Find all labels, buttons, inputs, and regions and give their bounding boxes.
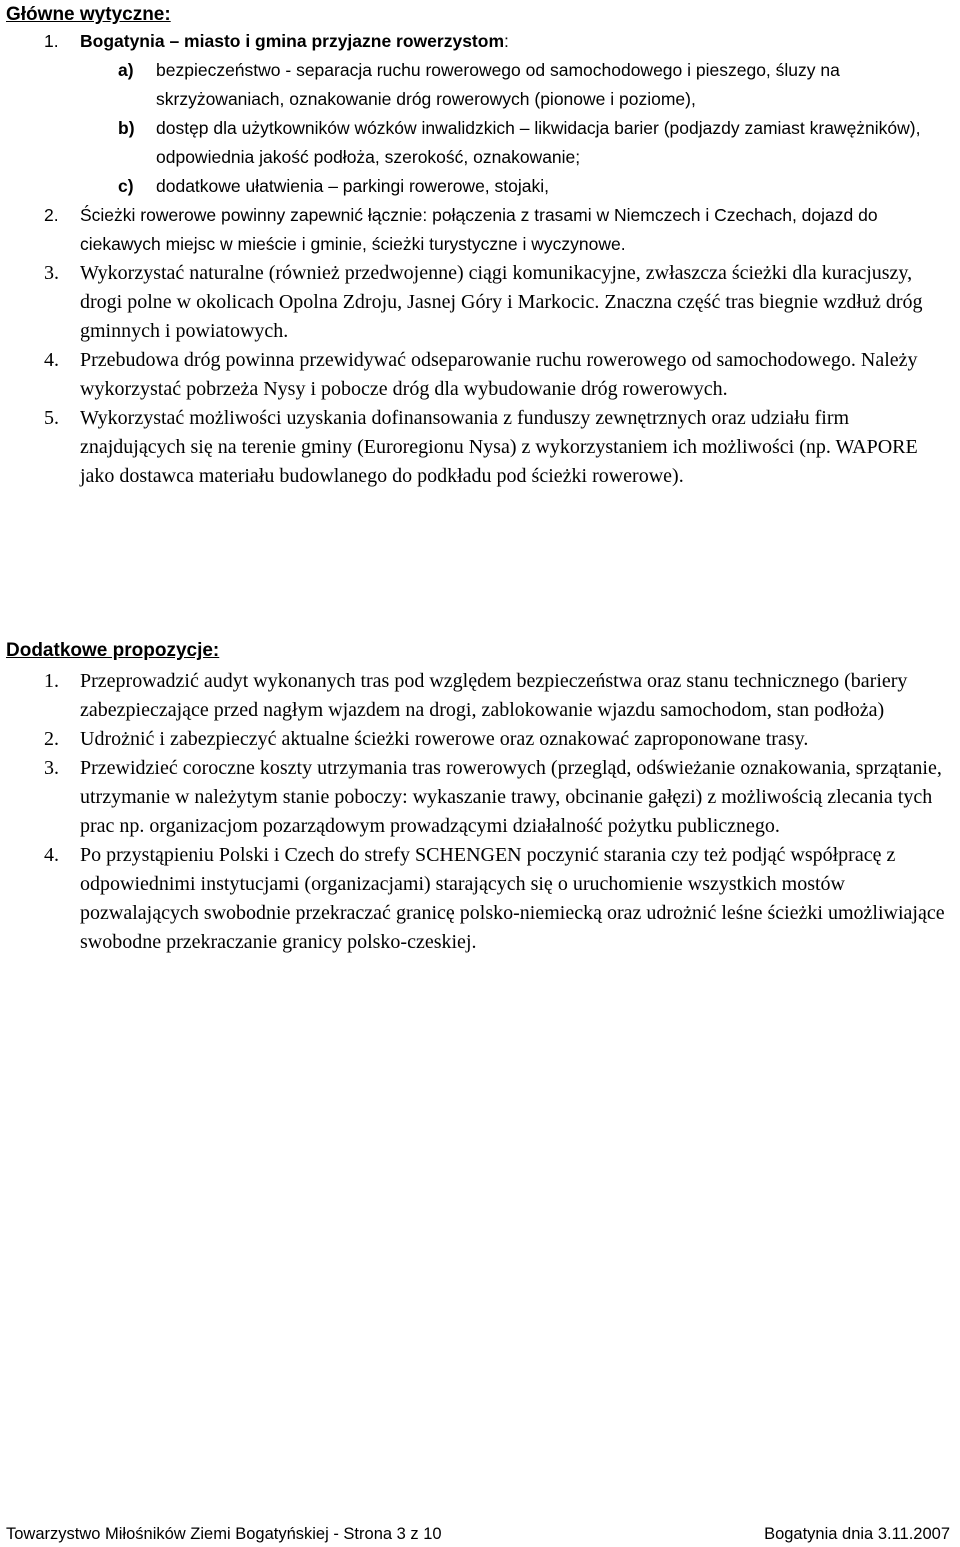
- item-number: 2.: [44, 728, 59, 750]
- section-title-main-guidelines: Główne wytyczne:: [6, 4, 171, 25]
- footer-right-text: Bogatynia dnia 3.11.2007: [764, 1525, 950, 1543]
- item-number: 2.: [44, 205, 59, 225]
- sublist: [0, 56, 954, 201]
- list-item: [0, 27, 960, 201]
- sublist-item: [0, 114, 954, 172]
- sub-text: bezpieczeństwo - separacja ruchu rowerowego od samochodowego i pieszego, śluzy na skrzyżowaniach, oznakowanie dróg rowerowych (pionowe i poziome),: [156, 60, 840, 109]
- footer-left-text: Towarzystwo Miłośników Ziemi Bogatyńskiej - Strona 3 z 10: [6, 1525, 442, 1543]
- item-number: 1.: [44, 670, 59, 692]
- item-number: 4.: [44, 844, 59, 866]
- additional-proposals-list: [0, 667, 960, 957]
- list-item: [0, 725, 960, 754]
- list-item: [0, 346, 960, 404]
- item-text: Ścieżki rowerowe powinny zapewnić łącznie: połączenia z trasami w Niemczech i Czechach, dojazd do ciekawych miejsc w mieście i gminie, ścieżki turystyczne i wyczynowe.: [80, 205, 878, 254]
- list-item: [0, 259, 960, 346]
- list-item: [0, 841, 960, 957]
- sub-letter: c): [118, 176, 134, 196]
- item-text: Przeprowadzić audyt wykonanych tras pod względem bezpieczeństwa oraz stanu technicznego (bariery zabezpieczające przed nagłym wjazdem na drogi, zablokowanie wjazdu samochodom, stan podłoża): [80, 670, 908, 721]
- sub-text: dostęp dla użytkowników wózków inwalidzkich – likwidacja barier (podjazdy zamiast krawężników), odpowiednia jakość podłoża, szerokość, oznakowanie;: [156, 118, 921, 167]
- item-text: Udrożnić i zabezpieczyć aktualne ścieżki rowerowe oraz oznakować zaproponowane trasy.: [80, 728, 809, 750]
- list-item: [0, 201, 960, 259]
- main-guidelines-list: [0, 27, 960, 491]
- list-item: [0, 754, 960, 841]
- item-title-suffix: :: [504, 31, 509, 51]
- item-text: Wykorzystać naturalne (również przedwojenne) ciągi komunikacyjne, zwłaszcza ścieżki dla kuracjuszy, drogi polne w okolicach Opolna Zdroju, Jasnej Góry i Markocic. Znaczna część tras biegnie wzdłuż dróg gminnych i powiatowych.: [80, 262, 923, 342]
- list-item: [0, 667, 960, 725]
- list-item: [0, 404, 960, 491]
- item-number: 4.: [44, 349, 59, 371]
- sublist-item: [0, 172, 954, 201]
- item-number: 3.: [44, 757, 59, 779]
- item-number: 1.: [44, 31, 59, 51]
- item-text: Przewidzieć coroczne koszty utrzymania tras rowerowych (przegląd, odświeżanie oznakowania, sprzątanie, utrzymanie w należytym stanie poboczy: wykaszanie trawy, obcinanie gałęzi) z możliwością zlecania tych prac np. organizacjom pozarządowym prowadzącymi działalność pożytku publicznego.: [80, 757, 942, 837]
- section-title-additional-proposals: Dodatkowe propozycje:: [6, 640, 220, 661]
- item-text: Po przystąpieniu Polski i Czech do strefy SCHENGEN poczynić starania czy też podjąć współpracę z odpowiednimi instytucjami (organizacjami) starających się o uruchomienie wszystkich mostów pozwalających swobodnie przekraczać granicę polsko-niemiecką oraz udrożnić leśne ścieżki umożliwiające swobodne przekraczanie granicy polsko-czeskiej.: [80, 844, 945, 953]
- page-footer: [6, 1524, 954, 1544]
- item-text: Przebudowa dróg powinna przewidywać odseparowanie ruchu rowerowego od samochodowego. Należy wykorzystać pobrzeża Nysy i pobocze dróg dla wybudowanie dróg rowerowych.: [80, 349, 918, 400]
- sublist-item: [0, 56, 954, 114]
- item-number: 5.: [44, 407, 59, 429]
- item-number: 3.: [44, 262, 59, 284]
- sub-text: dodatkowe ułatwienia – parkingi rowerowe, stojaki,: [156, 176, 549, 196]
- sub-letter: a): [118, 60, 134, 80]
- item-title: Bogatynia – miasto i gmina przyjazne rowerzystom: [80, 31, 504, 51]
- item-text: Wykorzystać możliwości uzyskania dofinansowania z funduszy zewnętrznych oraz udziału firm znajdujących się na terenie gminy (Euroregionu Nysa) z wykorzystaniem ich możliwości (np. WAPORE jako dostawca materiału budowlanego do podkładu pod ścieżki rowerowe).: [80, 407, 918, 487]
- sub-letter: b): [118, 118, 135, 138]
